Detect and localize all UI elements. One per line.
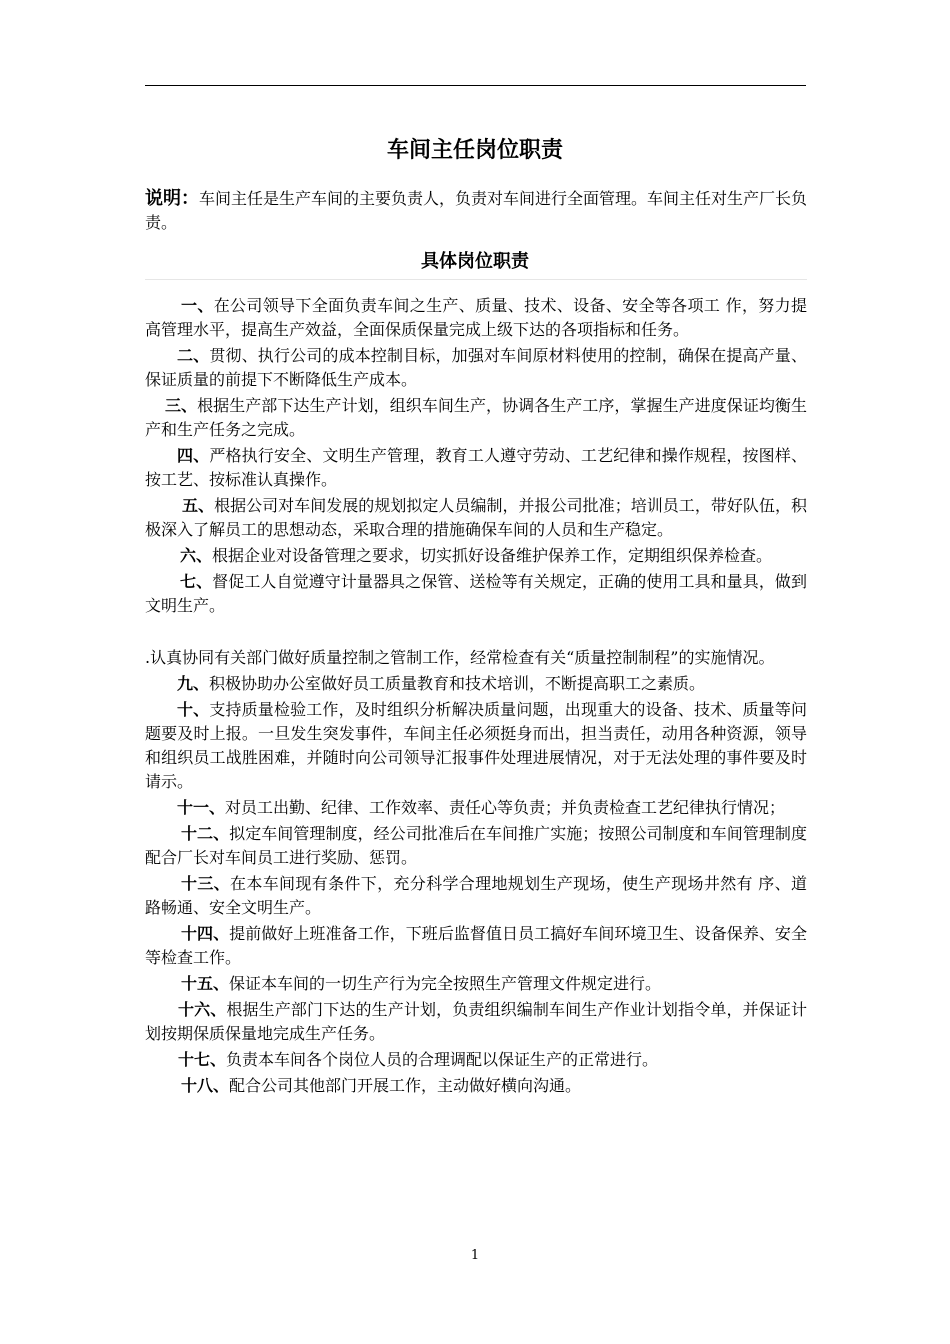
duty-item: 十、支持质量检验工作，及时组织分析解决质量问题，出现重大的设备、技术、质量等问题要及时上报。一旦发生突发事件，车间主任必须挺身而出，担当责任，动用各种资源，领导和组织员工战胜困难，并随时向公司领导汇报事件处理进展情况，对于无法处理的事件要及时请示。 [145,700,807,791]
duty-item: 十三、在本车间现有条件下，充分科学合理地规划生产现场，使生产现场井然有 序、道路畅通、安全文明生产。 [145,874,807,917]
duty-item: 十六、根据生产部门下达的生产计划，负责组织编制车间生产作业计划指令单，并保证计划按期保质保量地完成生产任务。 [145,1000,807,1043]
section-subtitle: 具体岗位职责 [421,251,529,272]
duty-item: 十二、拟定车间管理制度，经公司批准后在车间推广实施；按照公司制度和车间管理制度配合厂长对车间员工进行奖励、惩罚。 [145,824,807,867]
duty-item: 七、督促工人自觉遵守计量器具之保管、送检等有关规定，正确的使用工具和量具，做到文明生产。 [145,572,807,615]
duty-item: 十五、保证本车间的一切生产行为完全按照生产管理文件规定进行。 [181,974,662,993]
duty-item: .认真协同有关部门做好质量控制之管制工作，经常检查有关“质量控制制程”的实施情况。 [145,648,775,667]
intro-paragraph [145,187,807,235]
duty-list [145,294,807,1100]
header-rule [145,85,806,86]
document-title: 车间主任岗位职责 [386,138,563,163]
duty-item: 三、根据生产部下达生产计划，组织车间生产，协调各生产工序，掌握生产进度保证均衡生产和生产任务之完成。 [145,396,807,439]
duty-item: 十八、配合公司其他部门开展工作，主动做好横向沟通。 [181,1076,582,1095]
duty-item: 九、积极协助办公室做好员工质量教育和技术培训，不断提高职工之素质。 [177,674,706,693]
intro-label: 说明： [145,188,199,209]
duty-item: 十一、对员工出勤、纪律、工作效率、责任心等负责；并负责检查工艺纪律执行情况； [177,798,786,817]
subtitle-rule [145,279,807,280]
page-number: 1 [470,1248,480,1263]
duty-item: 二、贯彻、执行公司的成本控制目标，加强对车间原材料使用的控制，确保在提高产量、 保证质量的前提下不断降低生产成本。 [145,346,807,389]
duty-item: 十四、提前做好上班准备工作，下班后监督值日员工搞好车间环境卫生、设备保养、安全等检查工作。 [145,924,807,967]
duty-item: 十七、负责本车间各个岗位人员的合理调配以保证生产的正常进行。 [178,1050,659,1069]
duty-item: 六、根据企业对设备管理之要求，切实抓好设备维护保养工作，定期组织保养检查。 [180,546,773,565]
paragraph-gap [145,620,807,646]
intro-text: 车间主任是生产车间的主要负责人，负责对车间进行全面管理。车间主任对生产厂长负责。 [145,189,808,232]
duty-item: 五、根据公司对车间发展的规划拟定人员编制，并报公司批准；培训员工，带好队伍，积极深入了解员工的思想动态，采取合理的措施确保车间的人员和生产稳定。 [145,496,807,539]
duty-item: 一、在公司领导下全面负责车间之生产、质量、技术、设备、安全等各项工 作，努力提高管理水平，提高生产效益，全面保质保量完成上级下达的各项指标和任务。 [145,296,807,339]
duty-item: 四、严格执行安全、文明生产管理，教育工人遵守劳动、工艺纪律和操作规程，按图样、按工艺、按标准认真操作。 [145,446,807,489]
